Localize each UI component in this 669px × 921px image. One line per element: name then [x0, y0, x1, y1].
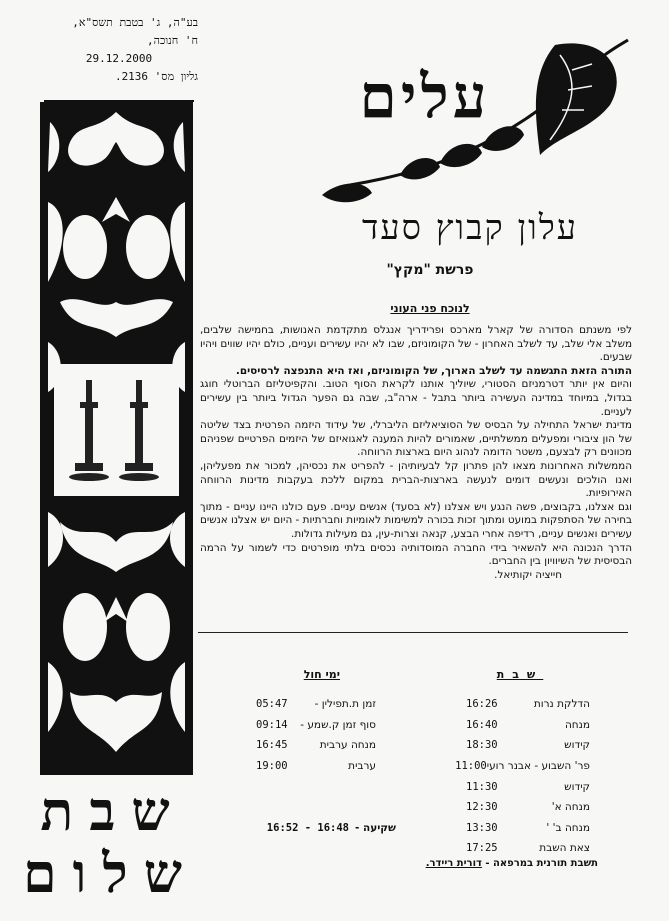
schedule-time: 09:14	[256, 718, 288, 731]
schedule-time: 16:26	[466, 698, 498, 711]
schedule-label: מנחה א'	[551, 801, 590, 814]
sunset-label: שקיעה -	[354, 822, 396, 834]
schedule-label: צאת השבת	[539, 842, 590, 855]
schedule-label: הדלקת נרות	[533, 698, 590, 711]
schedule-time: 19:00	[256, 760, 288, 773]
banner-line-1: שבת	[40, 779, 186, 843]
schedule-label: זמן ת.תפילין -	[314, 698, 376, 711]
shabbat-schedule-heading: שבת	[496, 668, 544, 681]
article-signature: חייציה יקותיאל.	[494, 568, 562, 581]
article-paragraph: והיום אין יותר דטרמניזם הסטורי, שיוליך אותנו לקראת הסוף הטוב. והקפיטליזם הברוטלי חוגג בגדול, במיוחד במדינה העשירה ביותר בתבל - ארה"ב, שבה גם הפער הגדול ביותר בין עשירים לעניים.	[200, 378, 632, 418]
schedule-row	[466, 735, 590, 756]
schedule-row	[466, 838, 590, 859]
banner-line-2: שלום	[22, 841, 198, 905]
schedule-row	[256, 735, 376, 756]
schedule-label: סוף זמן ק.שמע -	[300, 718, 376, 731]
schedule-time: 16:45	[256, 739, 288, 752]
article-paragraph: התורה הזאת התגשמה עד לשלב הארוך, של הקומוניזם, ואז היא התנפצה לרסיסים.	[235, 364, 632, 377]
ornament-column	[40, 102, 193, 775]
publication-title: עלים	[359, 62, 491, 132]
footer-name: דורית ריידר.	[425, 858, 482, 869]
weekday-schedule	[256, 694, 376, 776]
article-paragraph: וגם אצלנו, בקבוצים, פשה הנגע ויש אצלנו (לא בסעד) אנשים עניים. פעם כולנו היינו עניים - מתוך בחירה של הסתפקות במועט ומתוך זכות בכורה למשימות לאומיות וחברתיות - היום יש אצלנו אנשים עשירים ואנשים עניים, רדיפה אחרי הבצע, קנאה וצרות-עין, גם מעילות גדולות.	[200, 500, 632, 540]
schedule-time: 18:30	[466, 739, 498, 752]
schedule-time: 13:30	[466, 821, 498, 834]
article-title: לנוכח פני העוני	[390, 302, 470, 315]
schedule-label: מנחה	[564, 718, 590, 731]
schedule-row	[466, 818, 590, 839]
shabbat-shalom-banner	[22, 779, 198, 905]
hebrew-date: בע"ה, ג' בטבת תשס"א,	[72, 16, 198, 29]
publication-subtitle: עלון קבוץ סעד	[361, 208, 579, 248]
weekday-schedule-heading: ימי חול	[303, 668, 340, 681]
schedule-row	[256, 756, 376, 777]
schedule-row	[455, 756, 590, 777]
schedule-row	[466, 694, 590, 715]
schedule-time: 11:30	[466, 780, 498, 793]
schedule-row	[466, 797, 590, 818]
issue-header	[40, 14, 198, 86]
holiday-day: ח' חנוכה,	[147, 34, 198, 47]
schedule-row	[256, 715, 376, 736]
schedule-label: ערבית	[348, 760, 376, 773]
article-paragraph: הממשלות האחרונות מצאו להן פתרון קל לבעיותיהן - להפריט את נכסיהן, למכור את מפעליהן, ואנו הולכים ונעשים דומים לנעשה בארצות-הברית במקום ללכת בעקבות מדינות הרווחה האירופיות.	[200, 459, 632, 500]
schedule-time: 05:47	[256, 698, 288, 711]
schedule-row	[256, 694, 376, 715]
schedule-label: מנחה ב' '	[546, 821, 590, 834]
article-body	[200, 324, 632, 582]
section-divider	[198, 632, 628, 633]
schedule-label: קידוש	[564, 780, 590, 793]
schedule-time: 11:00	[455, 760, 487, 773]
sunset-times	[256, 822, 396, 834]
footer-text: תשבת תורנית במרפאה -	[485, 858, 598, 869]
footer-note	[258, 858, 598, 869]
schedule-label: מנחה ערבית	[319, 739, 376, 752]
schedule-label: פר' השבוע - אבנר רועי	[486, 760, 590, 773]
parasha-title: פרשת "מקץ"	[386, 262, 474, 278]
article-paragraph: מדינת ישראל התחילה על הבסיס של הסוציאליזם הליברלי, של עידוד היזמה הפרטית בצד שליטה של הון ציבורי ומפעלים ממשלתיים, שאמורים להיות המענה לאגואיזם של היזמים הפרטיים שפניהם מכוונים רק לבצעם, משטר הדומה לנהוג היום בארצות הרווחה.	[200, 419, 632, 459]
schedule-time: 17:25	[466, 842, 498, 855]
sunset-value: 16:48 - 16:52	[266, 822, 349, 834]
article-paragraph: הדרך הנכונה היא להשאיר בידי החברה המוסדותיה נכסים בלתי מופרטים כדי לשמור על הרמה הבסיסית של השיוויון בין החברים.	[200, 541, 632, 568]
article-paragraph: לפי משנתם הסדורה של קארל מארכס ופרידריך אנגלס מתקדמת האנושות, בחמישה שלבים, משלב אלי שלב, עד לשלב האחרון - של הקומוניזם, שבו לא יהיו עשירים ועניים, כולם יהיו שווים ויהיו שבעים.	[200, 324, 632, 364]
issue-number: גליון מס' 2136.	[114, 70, 198, 83]
schedule-time: 16:40	[466, 718, 498, 731]
schedule-time: 12:30	[466, 801, 498, 814]
gregorian-date: 29.12.2000	[85, 52, 153, 65]
schedule-row	[466, 715, 590, 736]
schedule-label: קידוש	[564, 739, 590, 752]
schedule-row	[466, 776, 590, 797]
shabbat-schedule	[455, 694, 590, 859]
